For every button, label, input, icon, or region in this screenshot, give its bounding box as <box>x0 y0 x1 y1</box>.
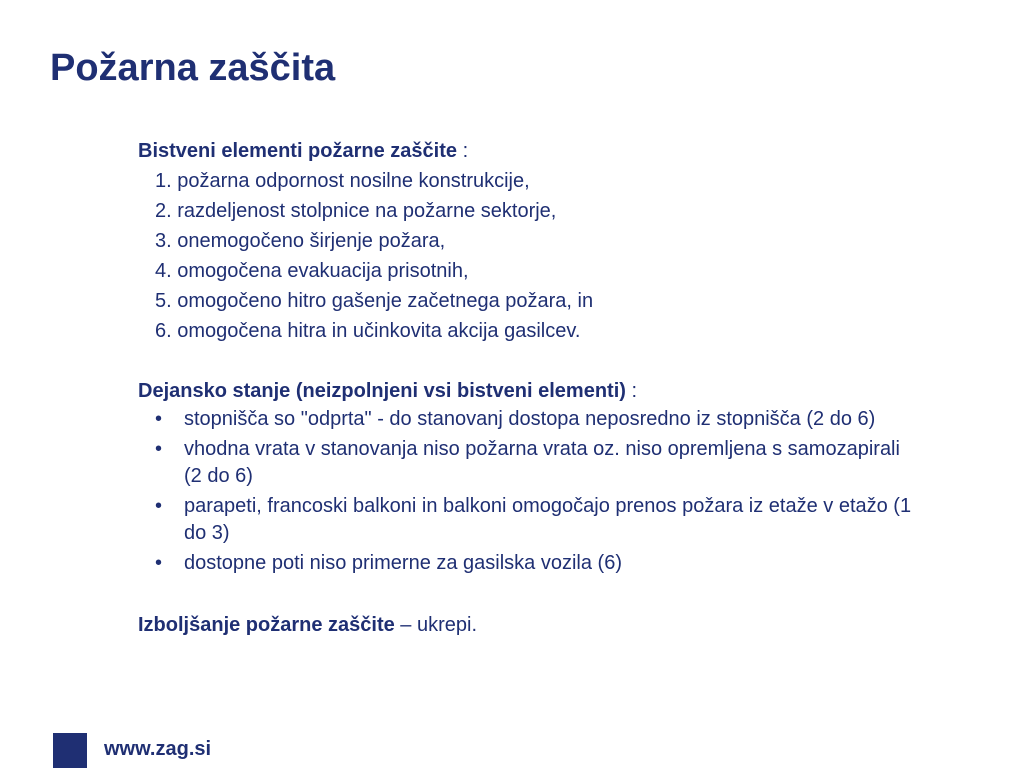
section-heading-suffix: : <box>625 380 638 402</box>
section-heading-improvement <box>138 610 918 640</box>
bullet-text: dostopne poti niso primerne za gasilska vozila (6) <box>184 552 622 574</box>
actual-state-list <box>138 406 918 577</box>
bullet-text: stopnišča so "odprta" - do stanovanj dostopa neposredno iz stopnišča (2 do 6) <box>184 408 876 430</box>
list-item: 1. požarna odpornost nosilne konstrukcije, <box>155 170 530 192</box>
bullet-icon: • <box>155 438 163 460</box>
spacer <box>138 346 918 376</box>
list-item: 3. onemogočeno širjenje požara, <box>155 230 446 252</box>
bullet-icon: • <box>155 495 163 517</box>
spacer <box>138 580 918 610</box>
section-heading-bold: Izboljšanje požarne zaščite <box>138 614 395 636</box>
bullet-item <box>138 406 918 433</box>
list-item: 5. omogočeno hitro gašenje začetnega požara, in <box>155 290 594 312</box>
bullet-item <box>138 436 918 490</box>
bullet-item <box>138 550 918 577</box>
slide-title: Požarna zaščita <box>50 47 336 89</box>
list-item: 6. omogočena hitra in učinkovita akcija gasilcev. <box>155 320 581 342</box>
section-heading-bold: Bistveni elementi požarne zaščite <box>138 140 458 162</box>
section-heading-suffix: : <box>457 140 469 162</box>
bullet-item <box>138 493 918 547</box>
bullet-text: parapeti, francoski balkoni in balkoni omogočajo prenos požara iz etaže v etažo (1 do 3) <box>184 495 912 544</box>
bullet-icon: • <box>155 552 163 574</box>
logo-square-icon <box>53 733 87 768</box>
bullet-icon: • <box>155 408 163 430</box>
bullet-text: vhodna vrata v stanovanja niso požarna vrata oz. niso opremljena s samozapirali (2 do 6) <box>184 438 900 487</box>
section-heading-suffix: – ukrepi. <box>394 614 478 636</box>
list-item: 2. razdeljenost stolpnice na požarne sektorje, <box>155 200 557 222</box>
essential-elements-list <box>138 166 918 346</box>
section-heading-essential-elements <box>138 136 918 166</box>
list-item: 4. omogočena evakuacija prisotnih, <box>155 260 469 282</box>
section-heading-bold: Dejansko stanje (neizpolnjeni vsi bistveni elementi) <box>138 380 626 402</box>
slide-content <box>138 136 918 640</box>
section-heading-actual-state <box>138 376 918 406</box>
footer-website-link[interactable]: www.zag.si <box>104 738 212 760</box>
